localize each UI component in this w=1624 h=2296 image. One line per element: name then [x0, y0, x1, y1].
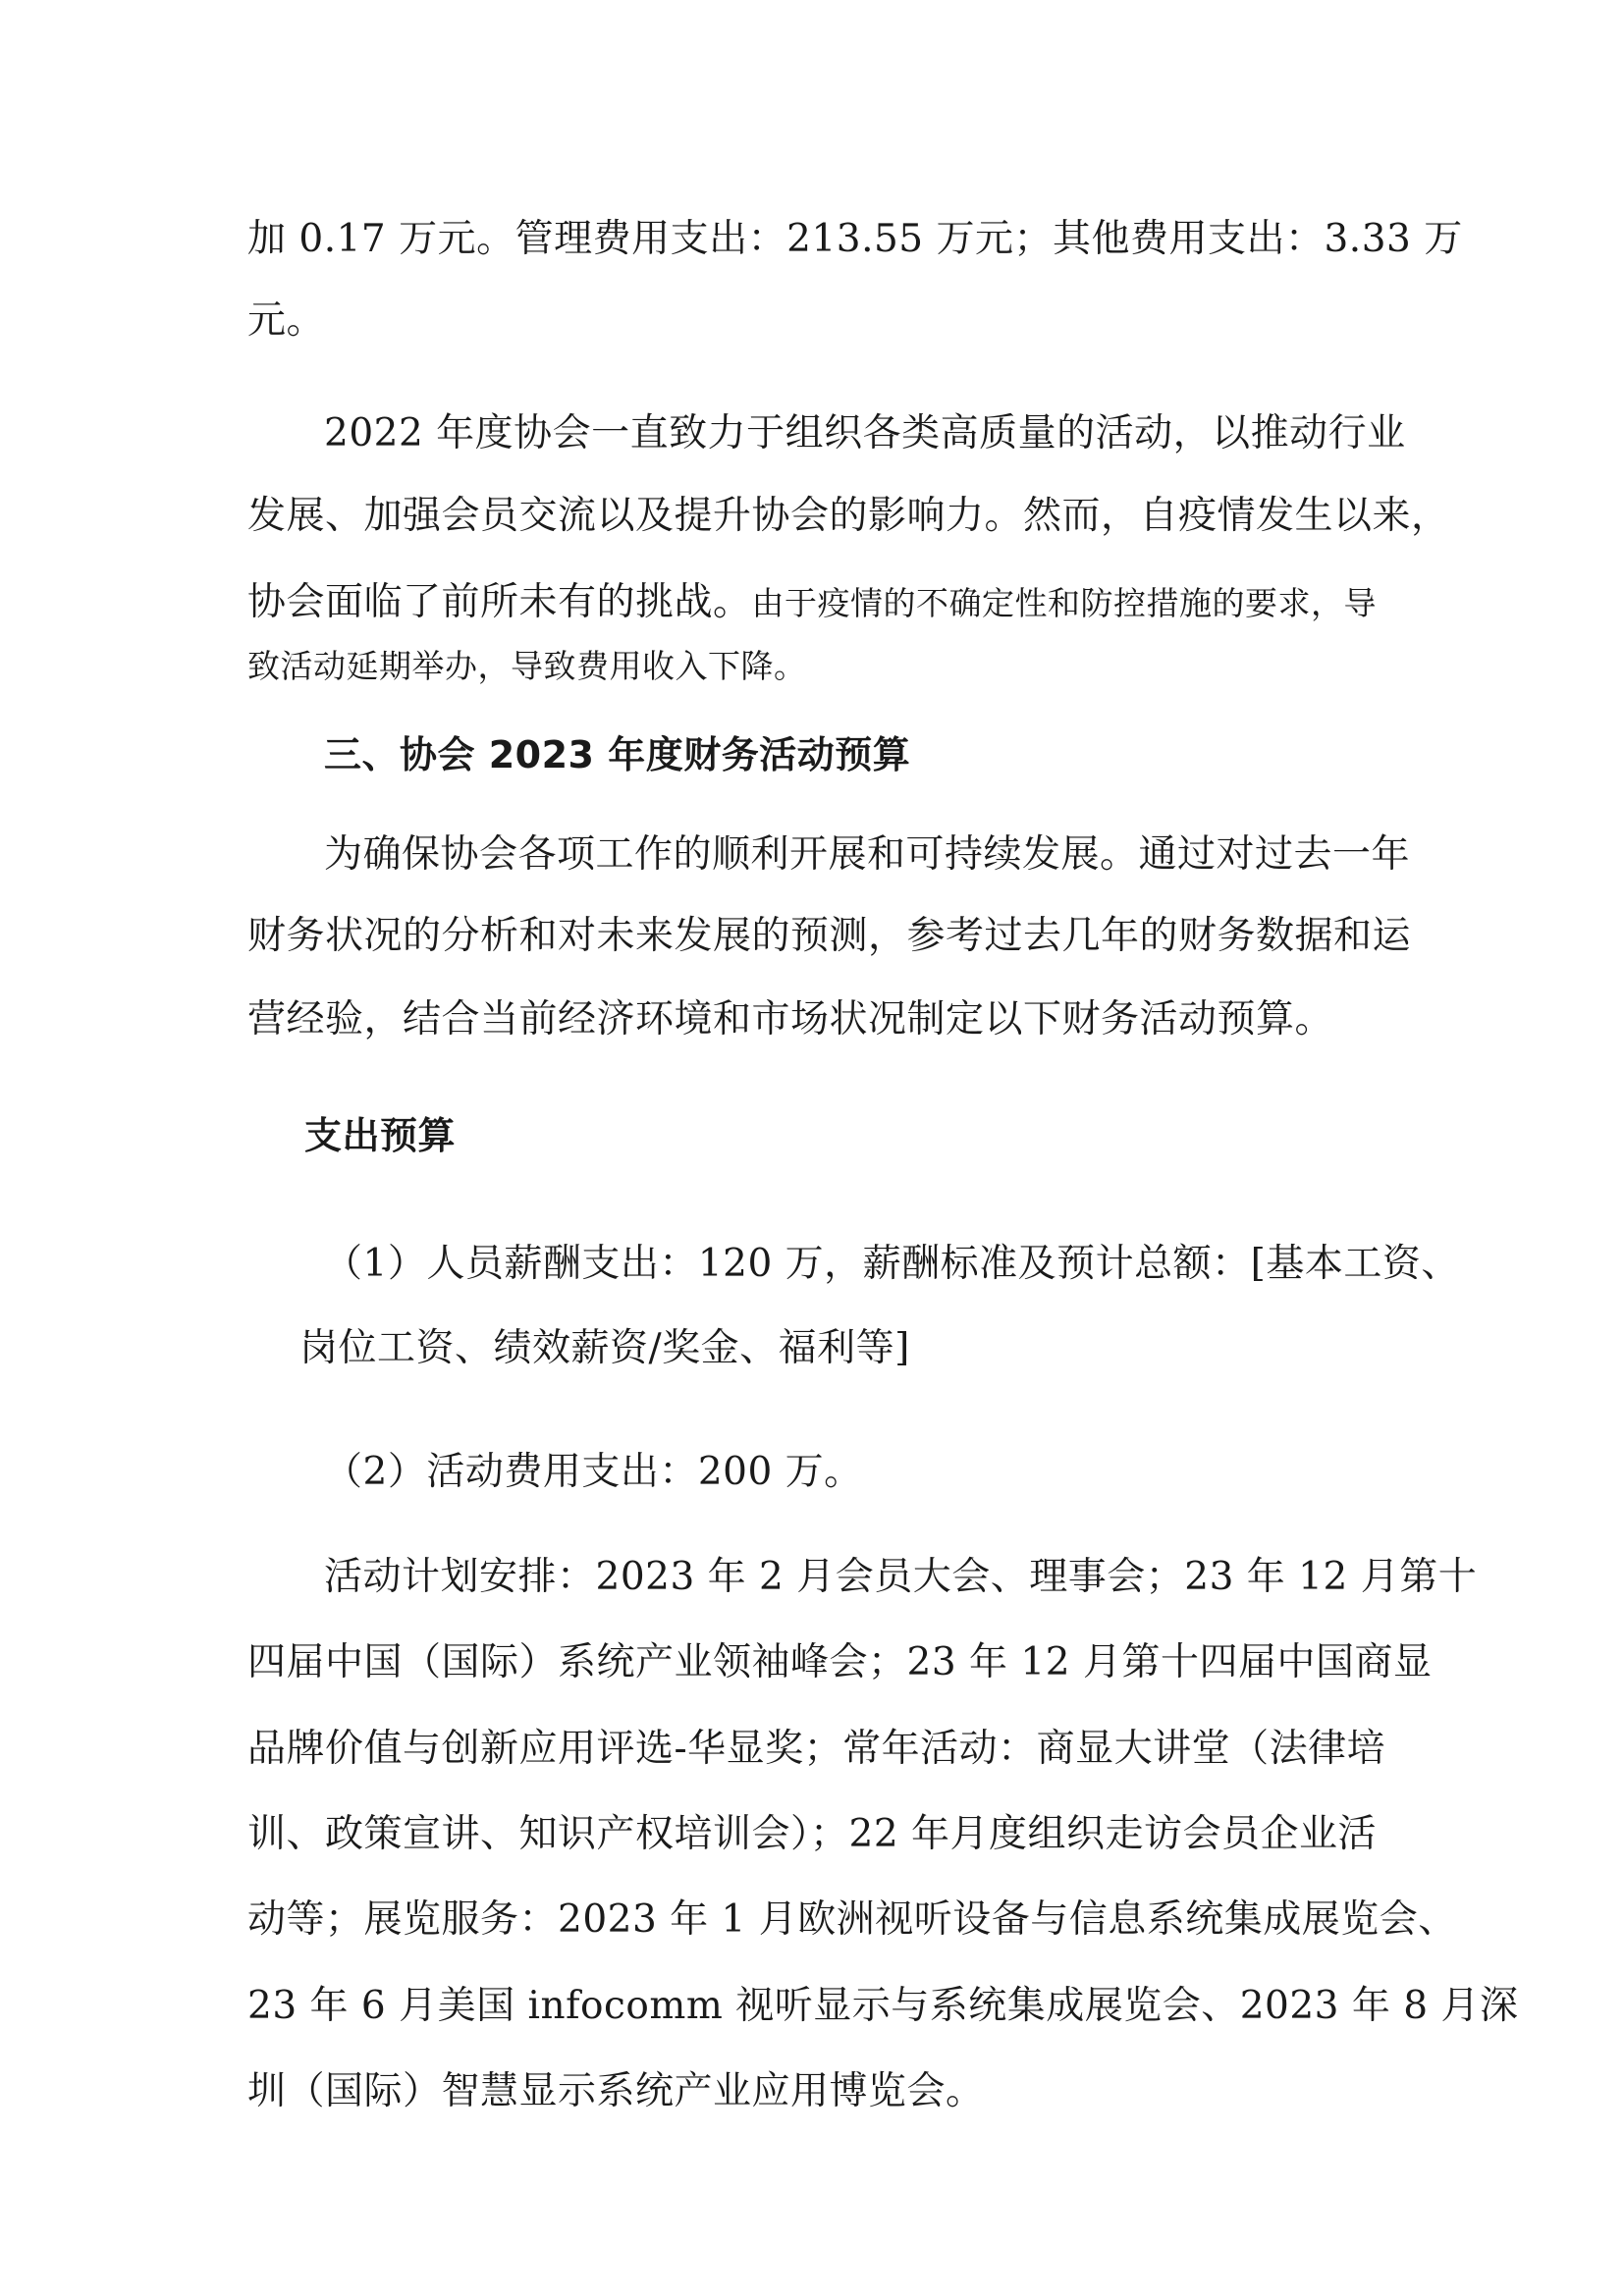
item1-line2: 岗位工资、绩效薪资/奖金、福利等] [299, 1326, 910, 1370]
para1-line1: 加 0.17 万元。管理费用支出：213.55 万元；其他费用支出：3.33 万 [247, 217, 1463, 261]
item2: （2）活动费用支出：200 万。 [324, 1450, 863, 1494]
para2-line3 [247, 579, 1377, 627]
plan-line7: 圳（国际）智慧显示系统产业应用博览会。 [247, 2069, 985, 2113]
plan-line3: 品牌价值与创新应用评选-华显奖；常年活动：商显大讲堂（法律培 [247, 1727, 1386, 1771]
para3-line1: 为确保协会各项工作的顺利开展和可持续发展。通过对过去一年 [324, 832, 1411, 877]
para2-line2: 发展、加强会员交流以及提升协会的影响力。然而，自疫情发生以来， [247, 494, 1450, 538]
para2-line1: 2022 年度协会一直致力于组织各类高质量的活动，以推动行业 [324, 411, 1406, 455]
section-heading-budget: 三、协会 2023 年度财务活动预算 [324, 733, 911, 776]
plan-line5: 动等；展览服务：2023 年 1 月欧洲视听设备与信息系统集成展览会、 [247, 1897, 1457, 1942]
plan-line4: 训、政策宣讲、知识产权培训会）；22 年月度组织走访会员企业活 [247, 1812, 1378, 1856]
plan-line2: 四届中国（国际）系统产业领袖峰会；23 年 12 月第十四届中国商显 [247, 1640, 1433, 1684]
plan-line6: 23 年 6 月美国 infocomm 视听显示与系统集成展览会、2023 年 8 月深 [247, 1984, 1519, 2028]
para2-line3-small: 由于疫情的不确定性和防控措施的要求，导 [751, 584, 1378, 622]
expense-budget-heading: 支出预算 [304, 1114, 457, 1157]
para1-line2: 元。 [247, 298, 326, 343]
plan-line1: 活动计划安排：2023 年 2 月会员大会、理事会；23 年 12 月第十 [324, 1555, 1478, 1599]
para3-line3: 营经验，结合当前经济环境和市场状况制定以下财务活动预算。 [247, 997, 1334, 1041]
para3-line2: 财务状况的分析和对未来发展的预测，参考过去几年的财务数据和运 [247, 914, 1412, 958]
para2-line3-main: 协会面临了前所未有的挑战。 [247, 580, 752, 624]
item1-line1: （1）人员薪酬支出：120 万，薪酬标准及预计总额：[基本工资、 [324, 1242, 1460, 1286]
para2-line4: 致活动延期举办，导致费用收入下降。 [247, 647, 807, 685]
